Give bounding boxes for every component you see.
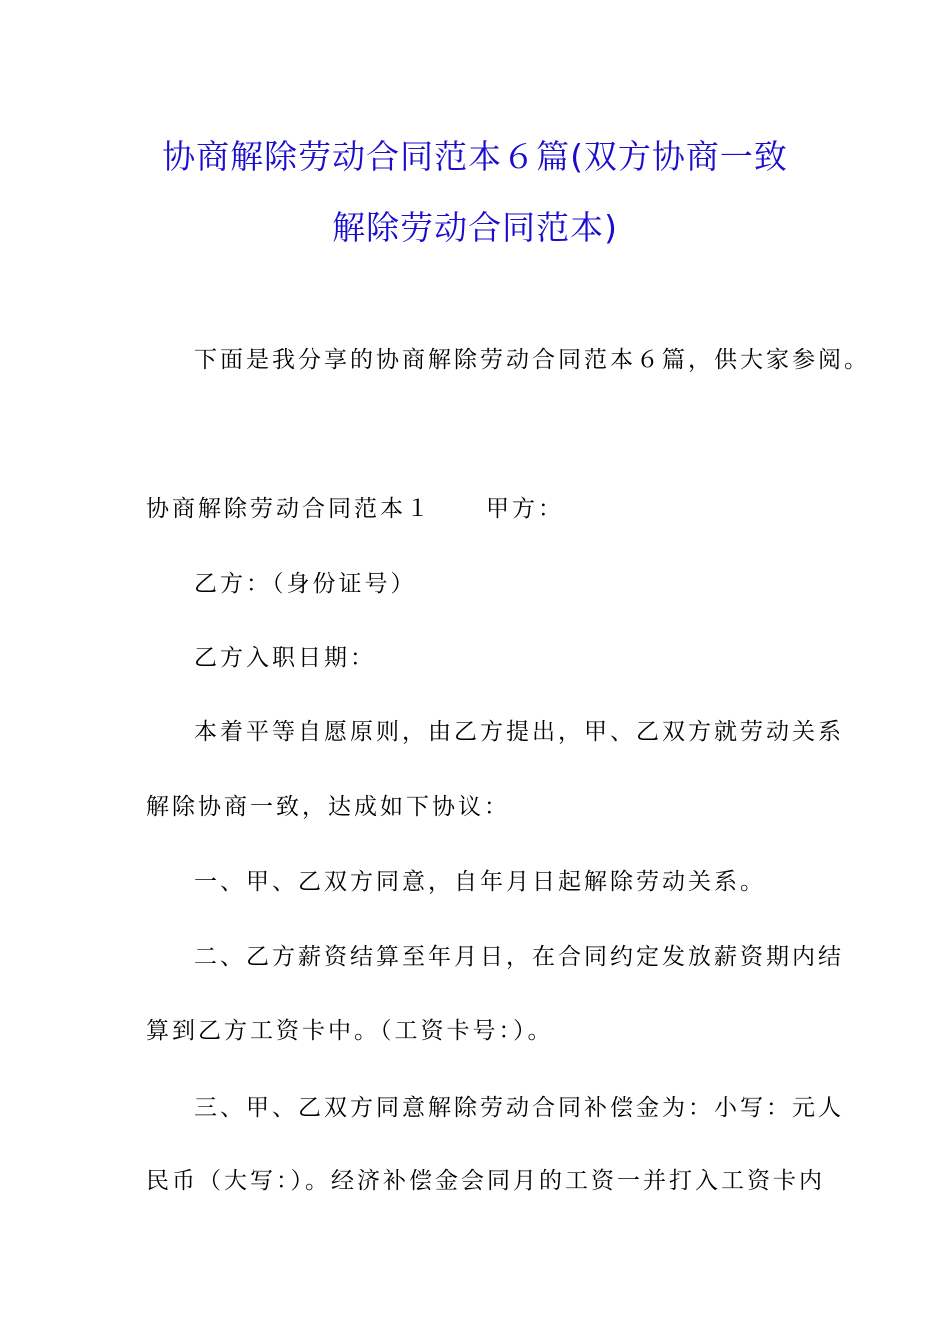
clause-3-line-1: 三、甲、乙双方同意解除劳动合同补偿金为：小写：元人 xyxy=(194,1095,844,1121)
party-a-label: 甲方： xyxy=(486,496,564,522)
paragraph-principle-line-1: 本着平等自愿原则，由乙方提出，甲、乙双方就劳动关系 xyxy=(194,719,844,745)
document-title-line-2: 解除劳动合同范本) xyxy=(332,208,618,247)
intro-paragraph: 下面是我分享的协商解除劳动合同范本６篇，供大家参阅。 xyxy=(194,347,870,373)
clause-2-line-1: 二、乙方薪资结算至年月日，在合同约定发放薪资期内结 xyxy=(194,944,844,970)
clause-2-line-2: 算到乙方工资卡中。（工资卡号：）。 xyxy=(146,1018,554,1044)
section-heading-row xyxy=(146,494,564,524)
paragraph-principle-line-2: 解除协商一致，达成如下协议： xyxy=(146,794,510,820)
document-title-line-1: 协商解除劳动合同范本６篇(双方协商一致 xyxy=(162,137,788,176)
hire-date-label: 乙方入职日期： xyxy=(194,645,376,671)
section-heading: 协商解除劳动合同范本１ xyxy=(146,496,432,522)
party-b-label: 乙方：（身份证号） xyxy=(194,571,417,597)
clause-3-line-2: 民币（大写：）。经济补偿金会同月的工资一并打入工资卡内 xyxy=(146,1168,825,1194)
clause-1: 一、甲、乙双方同意，自年月日起解除劳动关系。 xyxy=(194,869,766,895)
